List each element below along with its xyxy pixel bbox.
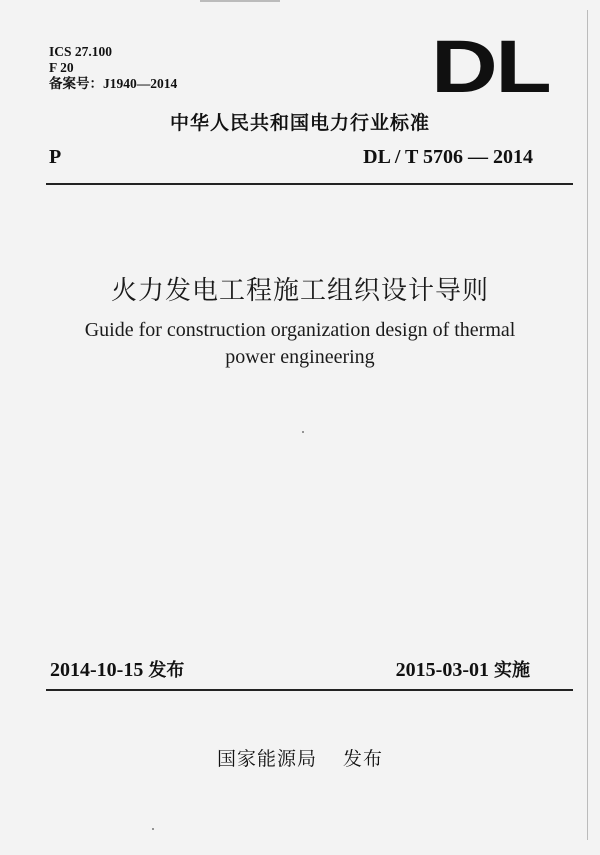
publisher-action: 发布 xyxy=(343,748,384,770)
classification-letter: P xyxy=(49,146,62,168)
title-english-line2: power engineering xyxy=(225,346,375,368)
issue-date-block xyxy=(50,656,184,682)
ics-code: ICS 27.100 xyxy=(49,44,113,59)
effective-date: 2015-03-01 xyxy=(395,659,489,681)
issue-date: 2014-10-15 xyxy=(50,659,144,681)
issue-label: 发布 xyxy=(148,660,185,681)
publisher-line xyxy=(0,744,600,771)
classification-codes xyxy=(49,44,177,92)
header-rule xyxy=(46,183,573,185)
standard-number: DL / T 5706 — 2014 xyxy=(363,146,533,168)
ccs-code: F 20 xyxy=(49,60,74,75)
scan-edge-top xyxy=(200,0,280,2)
title-english-line1: Guide for construction organization design of thermal xyxy=(84,319,516,341)
scan-speck xyxy=(302,431,304,433)
dl-logo: DL xyxy=(431,25,550,108)
filing-number: 备案号：J1940—2014 xyxy=(49,76,178,91)
scan-speck xyxy=(152,828,154,830)
footer-rule xyxy=(46,689,573,691)
issuer-title: 中华人民共和国电力行业标准 xyxy=(169,112,430,134)
title-english xyxy=(0,317,600,371)
effective-label: 实施 xyxy=(494,660,530,681)
effective-date-block xyxy=(396,656,530,682)
publisher-name: 国家能源局 xyxy=(216,748,317,770)
title-chinese: 火力发电工程施工组织设计导则 xyxy=(110,276,489,306)
